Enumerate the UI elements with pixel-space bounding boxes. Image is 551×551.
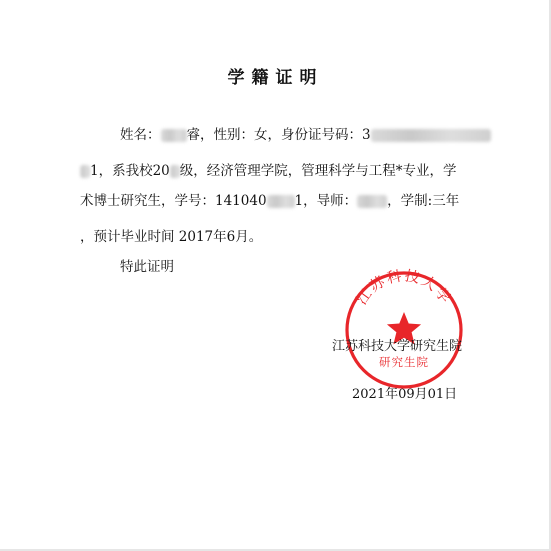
name-label: 姓名： (120, 127, 161, 143)
document-title: 学籍证明 (227, 68, 324, 88)
student-id-text: 术博士研究生，学号：141040 (80, 193, 267, 209)
issue-date: 2021年09月01日 (352, 387, 458, 402)
redacted-id-number-cont (80, 165, 90, 178)
redacted-id-number (371, 129, 491, 142)
redacted-name (161, 129, 187, 142)
body-line-1 (120, 126, 491, 144)
id-number-end: 1 (90, 163, 99, 179)
redacted-advisor (357, 195, 387, 208)
advisor-label: 1，导师： (294, 193, 358, 209)
body-line-4 (80, 228, 262, 246)
seal-inner-text: 研究生院 (379, 355, 429, 369)
duration-text: ，学制:三年 (387, 193, 460, 209)
name-tail: 睿 (186, 127, 200, 143)
program-text: 级，经济管理学院，管理科学与工程*专业，学 (179, 163, 457, 179)
gender-text: ，性别：女，身份证号码： (200, 127, 362, 143)
official-seal (342, 268, 466, 392)
seal-outer-text: 江苏科技大学 (353, 268, 455, 308)
redacted-grade (170, 165, 180, 178)
id-number-start: 3 (362, 127, 371, 143)
issuing-institution: 江苏科技大学研究生院 (332, 339, 463, 354)
enrollment-text: ，系我校20 (98, 163, 170, 179)
closing-text: 特此证明 (120, 259, 174, 275)
graduation-text: ，预计毕业时间 2017年6月。 (80, 229, 263, 245)
body-line-2 (80, 162, 457, 180)
body-line-3 (80, 192, 459, 210)
redacted-student-id (267, 195, 295, 208)
